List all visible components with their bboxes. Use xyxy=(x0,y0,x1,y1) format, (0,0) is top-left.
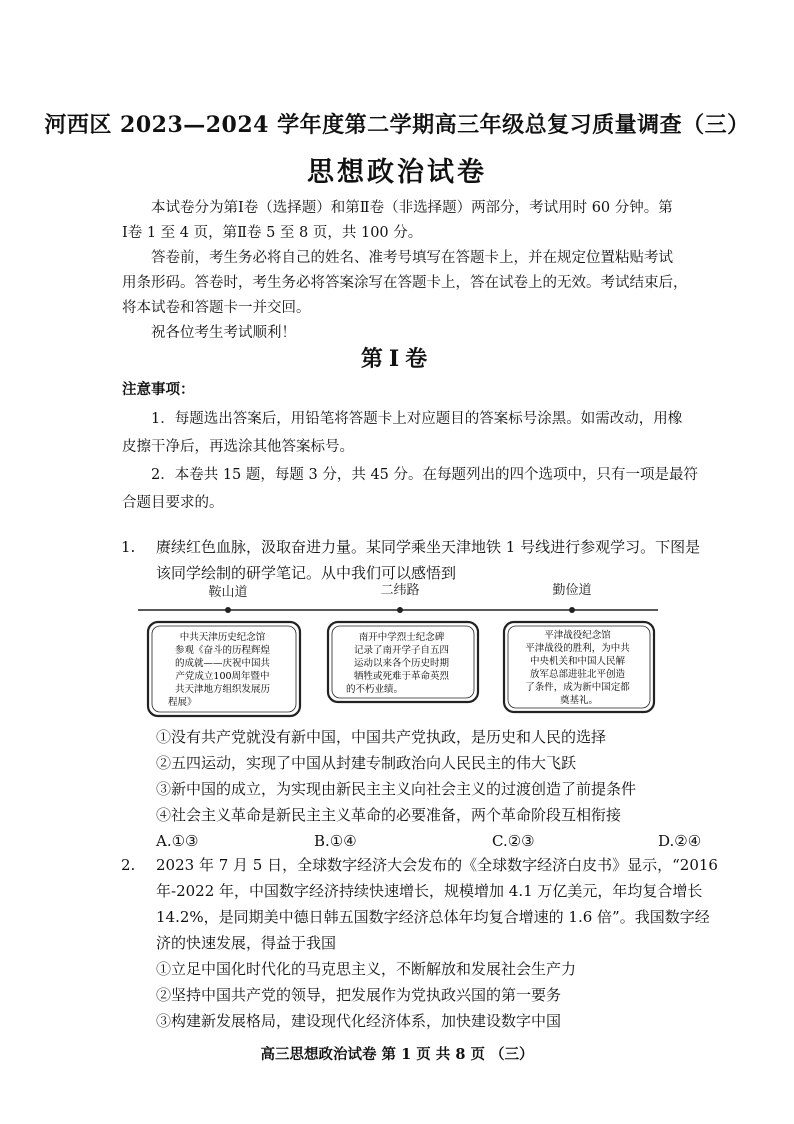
box-line: 牺牲或死难于革命英烈 xyxy=(353,671,449,682)
question-number: 2. xyxy=(121,856,136,874)
question-2 xyxy=(122,852,742,1034)
option-statement: ③构建新发展格局，建设现代化经济体系，加快建设数字中国 xyxy=(156,1012,562,1030)
choice-c: C.②③ xyxy=(492,832,535,850)
intro-line: 用条形码。答卷时，考生务必将答案涂写在答题卡上，答在试卷上的无效。考试结束后， xyxy=(122,275,688,291)
question-number: 1. xyxy=(121,538,136,556)
station-label: 勤俭道 xyxy=(552,583,592,598)
box-line: 放军总部进驻北平创造 xyxy=(529,669,625,680)
question-stem: 2023 年 7 月 5 日，全球数字经济大会发布的《全球数字经济白皮书》显示，“2016 xyxy=(156,856,718,874)
intro-line: 答卷前，考生务必将自己的姓名、准考号填写在答题卡上，并在规定位置粘贴考试 xyxy=(151,250,673,266)
exam-subtitle: 思想政治试卷 xyxy=(307,157,487,188)
choice-a: A.①③ xyxy=(156,832,199,850)
question-1-options xyxy=(122,724,742,854)
box-line: 程展》 xyxy=(168,697,197,708)
note-line: 2．本卷共 15 题，每题 3 分，共 45 分。在每题列出的四个选项中，只有一项是最符 xyxy=(151,467,699,483)
notes-block xyxy=(122,405,742,517)
question-stem: 年-2022 年，中国数字经济持续快速增长，规模增加 4.1 万亿美元，年均复合增长 xyxy=(156,882,703,900)
station-label: 二纬路 xyxy=(380,583,420,598)
choice-b: B.①④ xyxy=(314,832,357,850)
intro-line: 祝各位考生考试顺利！ xyxy=(151,325,296,341)
station-dot xyxy=(569,607,575,613)
box-line: 产党成立100周年暨中 xyxy=(175,671,270,682)
intro-line: 将本试卷和答题卡一并交回。 xyxy=(122,300,311,316)
option-statement: ④社会主义革命是新民主主义革命的必要准备，两个革命阶段互相衔接 xyxy=(156,806,622,824)
section-title: 第Ⅰ卷 xyxy=(360,346,434,372)
option-statement: ③新中国的成立，为实现由新民主主义向社会主义的过渡创造了前提条件 xyxy=(156,780,637,798)
exam-title: 河西区 2023—2024 学年度第二学期高三年级总复习质量调查（三） xyxy=(44,112,750,138)
box-line: 运动以来各个历史时期 xyxy=(353,658,449,669)
station-dot xyxy=(225,607,231,613)
box-line: 的不朽业绩。 xyxy=(346,684,404,695)
option-statement: ①没有共产党就没有新中国，中国共产党执政，是历史和人民的选择 xyxy=(156,728,607,746)
station-label: 鞍山道 xyxy=(208,585,248,600)
intro-block xyxy=(122,196,742,346)
box-line: 奠基礼。 xyxy=(559,695,599,706)
option-statement: ①立足中国化时代化的马克思主义，不断解放和发展社会生产力 xyxy=(156,960,577,978)
option-statement: ②坚持中国共产党的领导，把发展作为党执政兴国的第一要务 xyxy=(156,986,562,1004)
intro-line: 本试卷分为第Ⅰ卷（选择题）和第Ⅱ卷（非选择题）两部分，考试用时 60 分钟。第 xyxy=(151,200,673,216)
note-line: 1．每题选出答案后，用铅笔将答题卡上对应题目的答案标号涂黑。如需改动，用橡 xyxy=(151,411,683,427)
notes-heading: 注意事项： xyxy=(122,381,195,398)
box-line: 中央机关和中国人民解 xyxy=(529,656,625,667)
box-line: 南开中学烈士纪念碑 xyxy=(358,632,445,643)
box-line: 平津战役纪念馆 xyxy=(544,630,611,641)
question-stem: 赓续红色血脉，汲取奋进力量。某同学乘坐天津地铁 1 号线进行参观学习。下图是 xyxy=(156,538,701,556)
question-stem: 14.2%，是同期美中德日韩五国数字经济总体年均复合增速的 1.6 倍”。我国数字经 xyxy=(156,908,710,926)
box-line: 平津战役的胜利，为中共 xyxy=(525,643,630,654)
station-dot xyxy=(397,607,403,613)
answer-choices xyxy=(156,828,742,854)
question-1 xyxy=(122,534,742,586)
metro-study-notes-figure xyxy=(138,582,658,722)
question-stem: 该同学绘制的研学笔记。从中我们可以感悟到 xyxy=(156,564,457,582)
note-line: 合题目要求的。 xyxy=(122,495,224,511)
box-line: 的成就——庆祝中国共 xyxy=(174,658,270,669)
question-stem: 济的快速发展，得益于我国 xyxy=(156,934,337,952)
box-line: 了条件，成为新中国定都 xyxy=(525,682,630,693)
intro-line: Ⅰ卷 1 至 4 页，第Ⅱ卷 5 至 8 页，共 100 分。 xyxy=(122,225,423,241)
note-line: 皮擦干净后，再选涂其他答案标号。 xyxy=(122,439,354,455)
box-line: 中共天津历史纪念馆 xyxy=(179,632,266,643)
box-line: 共天津地方组织发展历 xyxy=(174,684,270,695)
box-line: 参观《奋斗的历程辉煌 xyxy=(174,645,270,656)
option-statement: ②五四运动，实现了中国从封建专制政治向人民民主的伟大飞跃 xyxy=(156,754,577,772)
choice-d: D.②④ xyxy=(658,832,702,850)
box-line: 记录了南开学子自五四 xyxy=(353,645,449,656)
page-footer: 高三思想政治试卷 第 1 页 共 8 页 （三） xyxy=(260,1046,534,1063)
